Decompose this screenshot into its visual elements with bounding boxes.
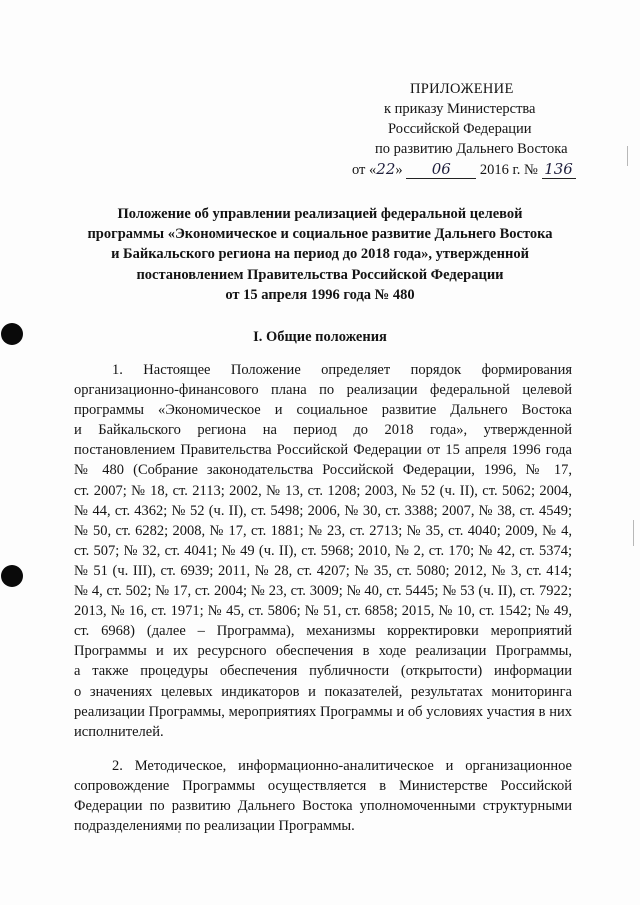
paragraph-line: реализации Программы, мероприятиях Программы и об условиях участия в них	[74, 703, 572, 720]
paragraph-line: Программы и их ресурсного обеспечения в ходе реализации Программы,	[74, 643, 572, 660]
paragraph-line: подразделениями по реализации Программы.	[74, 818, 355, 835]
appendix-line: к приказу Министерства	[384, 101, 536, 117]
paragraph-line: № 44, ст. 4362; № 52 (ч. II), ст. 5498; 2006, № 30, ст. 3388; 2007, № 38, ст. 4549;	[74, 502, 572, 519]
paragraph-line: ст. 6968) (далее – Программа), механизмы корректировки мероприятий	[74, 623, 572, 640]
section-heading: I. Общие положения	[253, 329, 387, 345]
title-line: от 15 апреля 1996 года № 480	[225, 286, 415, 303]
document-body	[74, 360, 572, 836]
paragraph-2	[74, 756, 572, 836]
title-line: Положение об управлении реализацией федеральной целевой	[117, 206, 523, 222]
paragraph-line: постановлением Правительства Российской Федерации от 15 апреля 1996 года	[74, 442, 572, 459]
paragraph-1	[74, 360, 572, 742]
paragraph-line: и Байкальского региона на период до 2018 года», утвержденной	[74, 422, 572, 439]
paragraph-line: 2013, № 16, ст. 1971; № 45, ст. 5806; № 51, ст. 6858; 2015, № 10, ст. 1542; № 49,	[74, 603, 572, 620]
scan-artifact	[633, 520, 634, 546]
paragraph-line: № 480 (Собрание законодательства Российской Федерации, 1996, № 17,	[74, 462, 572, 479]
document-title	[60, 204, 580, 305]
appendix-date-line	[352, 159, 576, 180]
paragraph-line: № 50, ст. 6282; 2008, № 17, ст. 1881; № 23, ст. 2713; № 35, ст. 4040; 2009, № 4,	[74, 522, 572, 539]
paragraph-line: ст. 507; № 32, ст. 4041; № 49 (ч. II), ст. 5968; 2010, № 2, ст. 170; № 42, ст. 5374;	[74, 542, 572, 559]
appendix-title: ПРИЛОЖЕНИЕ	[410, 81, 514, 97]
title-line: постановлением Правительства Российской Федерации	[136, 266, 504, 283]
order-number-handwritten: 136	[544, 160, 573, 178]
appendix-line: Российской Федерации	[388, 121, 532, 137]
paragraph-line: № 4, ст. 502; № 17, ст. 2004; № 23, ст. 3009; № 40, ст. 5445; № 53 (ч. II), ст. 7922;	[74, 583, 572, 600]
paragraph-line: Федерации по развитию Дальнего Востока уполномоченными структурными	[74, 797, 572, 814]
title-line: программы «Экономическое и социальное развитие Дальнего Востока	[87, 226, 553, 243]
date-year: 2016 г. №	[479, 162, 538, 178]
paragraph-spacer	[74, 742, 572, 756]
order-number-field	[542, 161, 576, 179]
date-mid: »	[395, 162, 403, 178]
punch-hole	[1, 565, 23, 587]
paragraph-line: 2. Методическое, информационно-аналитическое и организационное	[112, 757, 572, 774]
appendix-line: по развитию Дальнего Востока	[375, 141, 568, 157]
title-line: и Байкальского региона на период до 2018 года», утвержденной	[111, 246, 529, 263]
paragraph-line: ст. 2007; № 18, ст. 2113; 2002, № 13, ст. 1208; 2003, № 52 (ч. II), ст. 5062; 2004,	[74, 482, 572, 499]
paragraph-line: о значениях целевых индикаторов и показателей, результатах мониторинга	[74, 683, 572, 700]
date-prefix: от «	[352, 162, 377, 178]
date-day-handwritten: 22	[376, 160, 396, 178]
paragraph-line: организационно-финансового плана по реализации федеральной целевой	[74, 382, 572, 399]
paragraph-line: сопровождение Программы осуществляется в Министерстве Российской	[74, 777, 572, 794]
date-month-field	[406, 161, 476, 179]
paragraph-line: программы «Экономическое и социальное развитие Дальнего Востока	[74, 402, 572, 419]
paragraph-line: исполнителей.	[74, 723, 164, 740]
paragraph-line: 1. Настоящее Положение определяет порядок формирования	[112, 362, 572, 378]
scan-artifact	[627, 146, 628, 166]
date-month-handwritten: 06	[431, 160, 451, 178]
paragraph-line: а также процедуры обеспечения публичности (открытости) информации	[74, 663, 572, 680]
paragraph-line: № 51 (ч. III), ст. 6939; 2011, № 28, ст. 4207; № 35, ст. 5080; 2012, № 3, ст. 414;	[74, 562, 572, 579]
